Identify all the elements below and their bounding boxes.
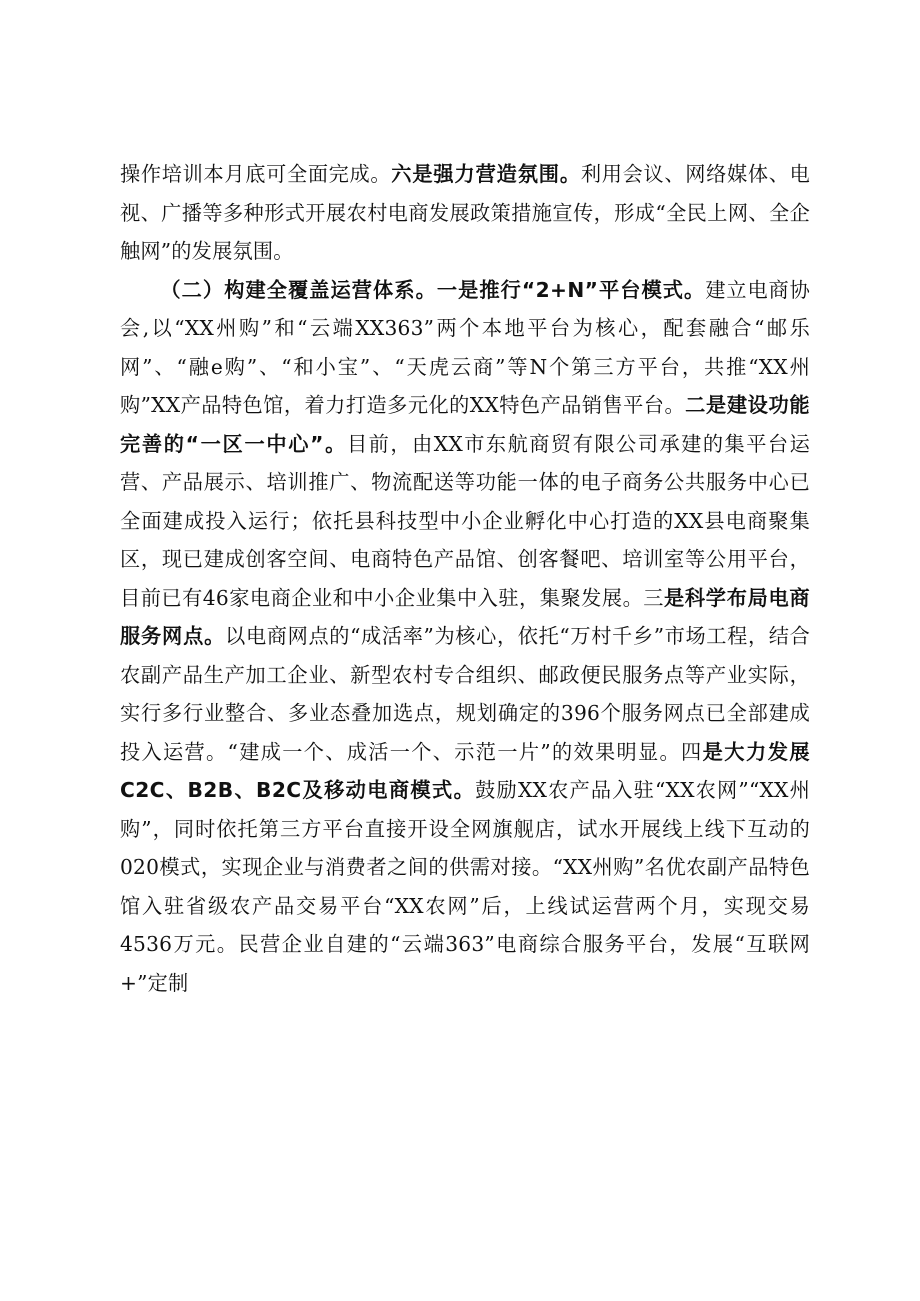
body-text: 建立电商协会,以“XX州购”和“云端XX363”两个本地平台为核心，配套融合“邮乐网”、“融e购”、“和小宝”、“天虎云商”等N个第三方平台，共推“XX州购”XX产品特色馆，着力打造多元化的XX特色产品销售平台。: [120, 277, 810, 417]
body-text: 利用会议、网络媒体、电视、广播等多种形式开展农村电商发展政策措施宣传，形成“全民上网、全企触网”的发展氛围。: [120, 162, 810, 263]
body-text: 鼓励XX农产品入驻“XX农网”“XX州购”，同时依托第三方平台直接开设全网旗舰店，试水开展线上线下互动的020模式，实现企业与消费者之间的供需对接。“XX州购”名优农副产品特色馆入驻省级农产品交易平台“XX农网”后，上线试运营两个月，实现交易4536万元。民营企业自建的“云端363”电商综合服务平台，发展“互联网+”定制: [120, 778, 810, 995]
bold-heading: 六是强力营造氛围。: [391, 162, 581, 186]
body-text: 以电商网点的“成活率”为核心，依托“万村千乡”市场工程，结合农副产品生产加工企业、新型农村专合组织、邮政便民服务点等产业实际，实行多行业整合、多业态叠加选点，规划确定的396个服务网点已全部建成投入运营。“建成一个、成活一个、示范一片”的效果明显。四: [120, 624, 810, 764]
body-text: 目前，由XX市东航商贸有限公司承建的集平台运营、产品展示、培训推广、物流配送等功能一体的电子商务公共服务中心已全面建成投入运行；依托县科技型中小企业孵化中心打造的XX县电商聚集区，现已建成创客空间、电商特色产品馆、创客餐吧、培训室等公用平台，目前已有46家电商企业和中小企业集中入驻，集聚发展。三: [120, 431, 810, 610]
paragraph-2: [120, 271, 810, 1003]
bold-heading: 是科学布局电商服务网点。: [120, 585, 810, 648]
bold-heading: 二是建设功能完善的“一区一中心”。: [120, 393, 810, 456]
bold-heading: 一是推行“2+N”平台模式。: [436, 277, 706, 302]
document-page: [120, 155, 810, 1002]
bold-heading: 是大力发展C2C、B2B、B2C及移动电商模式。: [120, 739, 810, 802]
section-heading: （二）构建全覆盖运营体系。: [160, 277, 437, 302]
paragraph-1: [120, 155, 810, 271]
body-text: 操作培训本月底可全面完成。: [120, 162, 392, 186]
